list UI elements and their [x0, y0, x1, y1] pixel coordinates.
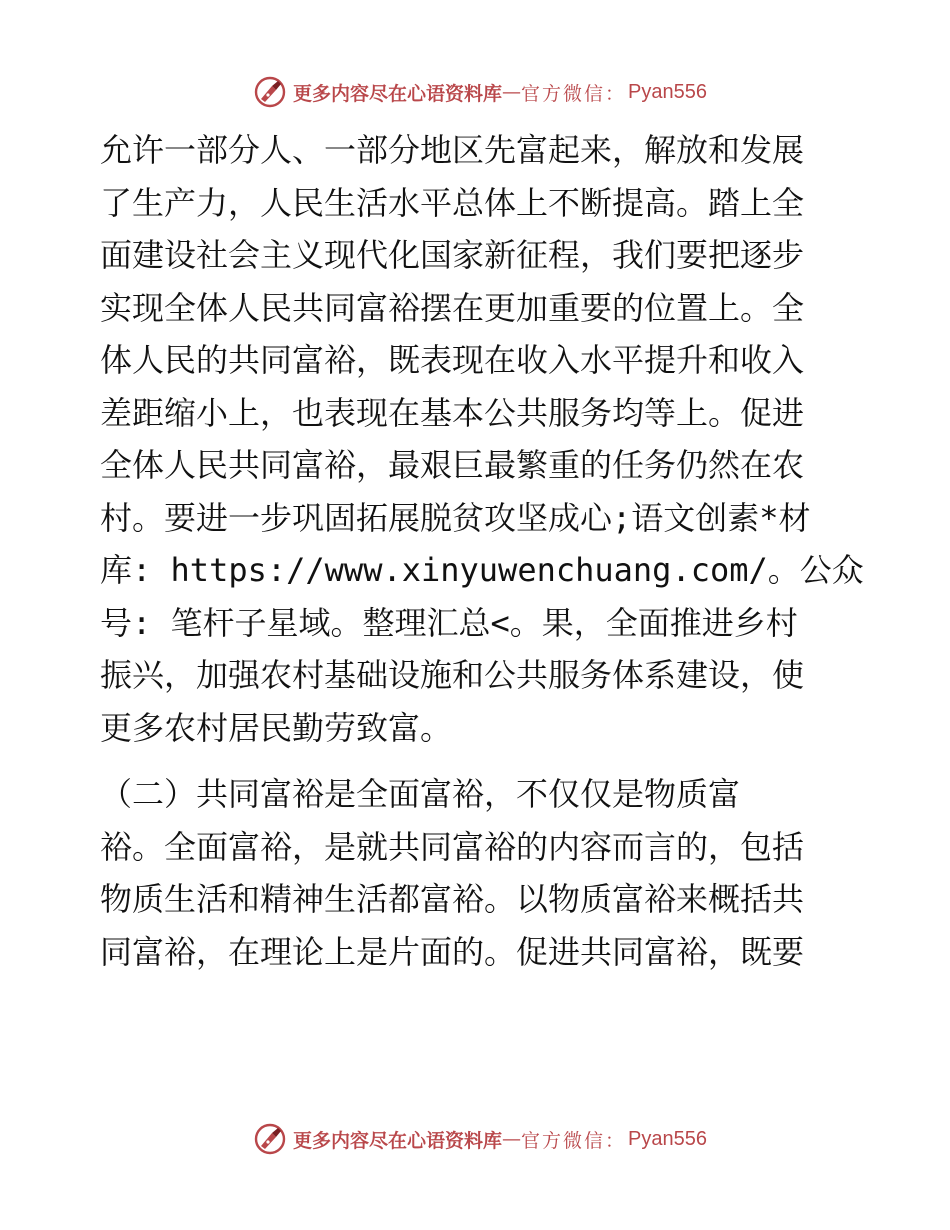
body-text — [100, 124, 864, 978]
footer-wechat-id: Pyan556 — [628, 1127, 707, 1150]
text-line: 更多农村居民勤劳致富。 — [100, 708, 453, 747]
pen-nib-logo-icon — [253, 75, 287, 109]
text-line: 差距缩小上，也表现在基本公共服务均等上。促进 — [100, 393, 805, 432]
header-separator: — — [502, 81, 522, 103]
text-line-url: 库: https://www.xinyuwenchuang.com/。公众 — [100, 551, 864, 589]
section-heading-line: （二）共同富裕是全面富裕，不仅仅是物质富 — [100, 775, 741, 813]
header-slogan: 更多内容尽在心语资料库 — [293, 82, 503, 105]
paragraph-gap — [100, 754, 860, 768]
text-line: 面建设社会主义现代化国家新征程，我们要把逐步 — [100, 236, 805, 274]
text-line: 同富裕，在理论上是片面的。促进共同富裕，既要 — [100, 932, 805, 971]
text-line: 允许一部分人、一部分地区先富起来，解放和发展 — [100, 131, 805, 169]
text-line: 全体人民共同富裕，最艰巨最繁重的任务仍然在农 — [100, 446, 805, 484]
paragraph-1 — [100, 124, 864, 754]
footer-banner — [0, 1119, 950, 1159]
pen-nib-logo-icon — [253, 1122, 287, 1156]
header-banner — [0, 72, 950, 112]
text-line: 振兴，加强农村基础设施和公共服务体系建设，使 — [100, 656, 805, 694]
text-line: 实现全体人民共同富裕摆在更加重要的位置上。全 — [100, 288, 805, 327]
text-line: 了生产力，人民生活水平总体上不断提高。踏上全 — [100, 183, 805, 222]
header-wechat-id: Pyan556 — [628, 80, 707, 103]
text-line: 号: 笔杆子星域。整理汇总<。果，全面推进乡村 — [100, 603, 798, 642]
text-line: 裕。全面富裕，是就共同富裕的内容而言的，包括 — [100, 827, 805, 866]
footer-separator: — — [502, 1128, 522, 1150]
header-official-label: 官方微信： — [521, 82, 627, 105]
text-line: 村。要进一步巩固拓展脱贫攻坚成心;语文创素*材 — [100, 498, 811, 537]
footer-official-label: 官方微信： — [521, 1129, 627, 1152]
paragraph-2 — [100, 768, 860, 978]
text-line: 体人民的共同富裕，既表现在收入水平提升和收入 — [100, 341, 805, 379]
text-line: 物质生活和精神生活都富裕。以物质富裕来概括共 — [100, 880, 805, 918]
footer-slogan: 更多内容尽在心语资料库 — [293, 1129, 503, 1152]
